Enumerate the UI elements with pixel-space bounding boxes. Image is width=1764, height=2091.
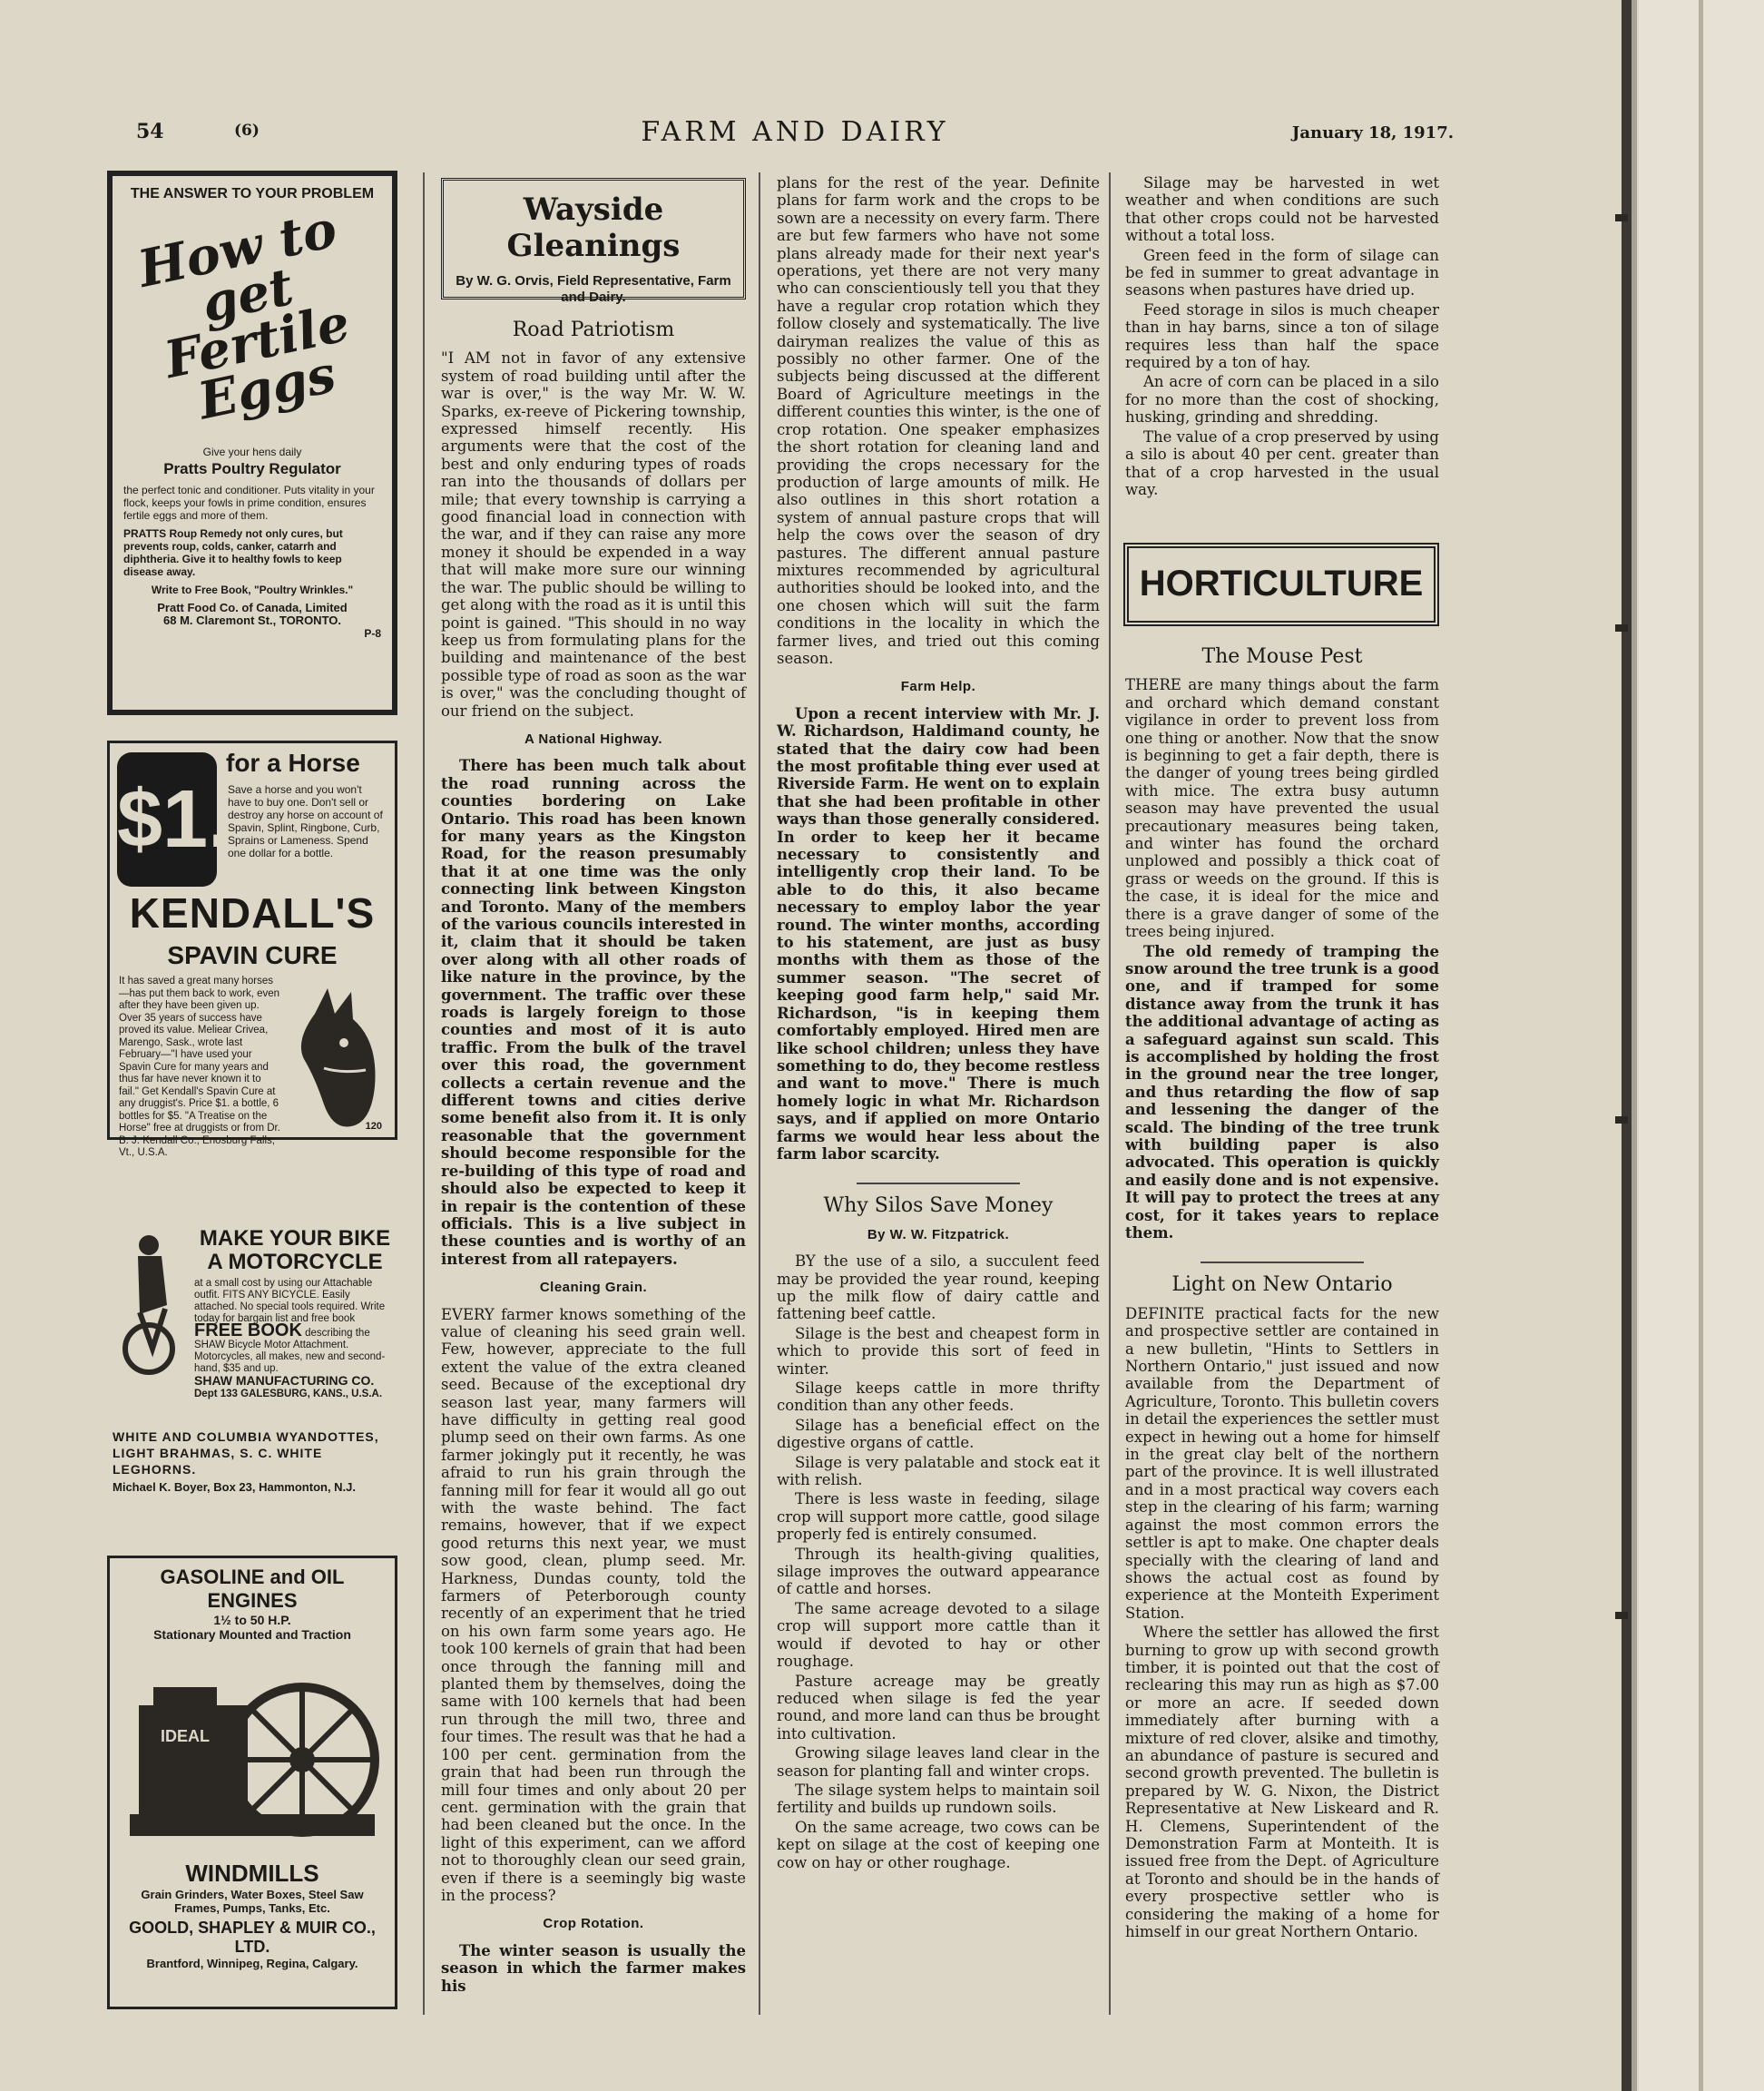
wayside-byline: By W. G. Orvis, Field Representative, Farm and Dairy. xyxy=(456,273,731,305)
shaw-text-block xyxy=(194,1278,394,1400)
goold-types: Stationary Mounted and Traction xyxy=(153,1627,351,1642)
shaw-headline: MAKE YOUR BIKE A MOTORCYCLE xyxy=(199,1226,391,1274)
kendall-ad xyxy=(107,741,397,1158)
next-page-edge xyxy=(1639,0,1764,2091)
goold-cities: Brantford, Winnipeg, Regina, Calgary. xyxy=(146,1957,358,1970)
shaw-text: at a small cost by using our Attachable outfit. FITS ANY BICYCLE. Easily attached. No special tools required. Write today for bargain list and free book xyxy=(194,1278,386,1324)
column-2 xyxy=(441,314,746,1997)
shaw-free-book: FREE BOOK xyxy=(194,1320,302,1340)
motorcycle-rider-illustration xyxy=(113,1232,189,1378)
pratts-write: Write to Free Book, "Poultry Wrinkles." xyxy=(151,584,354,596)
pratts-headline: How to get Fertile Eggs xyxy=(132,199,355,432)
shaw-ad xyxy=(107,1223,397,1399)
column-rule xyxy=(1109,172,1111,2015)
page-sub-number: (6) xyxy=(234,122,260,140)
silos-paragraph: Silage may be harvested in wet weather and when conditions are such that other crops could not be harvested without a total loss. xyxy=(1125,174,1439,245)
shaw-address: Dept 133 GALESBURG, KANS., U.S.A. xyxy=(194,1389,383,1399)
cleaning-grain-text: EVERY farmer knows something of the value of cleaning his seed grain well. Few, however, appreciate to the full extent the value of the extra cleaned seed. Because of the exceptional dry season last year, many farmers will have difficulty in getting real good plump seed on their own farms. As one farmer jokingly put it recently, he was afraid to run his grain through the fanning mill for fear it would all go out with the waste behind. The fact remains, however, that if we expect good returns this next year, we must sow good, clean, plump seed. Mr. Harkness, Dundas county, told the farmers of Peterborough county recently of an experiment that he tried on his own farm some years ago. He took 100 kernels of grain that had been once through the fanning mill and planted them by themselves, doing the same with 100 kernels that had been run through the mill two, three and four times. The result was that he had a 100 per cent. germination from the grain that had been run through the mill four times and only about 20 per cent. germination with the grain that had been cleaned but the once. In the light of this experiment, can we afford not to thoroughly clean our seed grain, even if there is a seemingly big waste in the process? xyxy=(441,1305,746,1904)
masthead-title: FARM AND DAIRY xyxy=(641,116,949,148)
crop-rotation-continued: plans for the rest of the year. Definite plans for farm work and the crops to be sown are a necessity on every farm. There are but few farmers who have not some plans already made for their next year's operations, yet there are not very many who can conscientiously tell you that they have a regular crop rotation which they follow closely and systematically. The live dairyman realizes the value of this as possibly no other farmer. One of the subjects being discussed at the different Board of Agriculture meetings in the different counties this winter, is the one of crop rotation. One speaker emphasizes the short rotation for cleaning land and providing the crops necessary for the production of large amounts of milk. He also outlines in this short rotation a system of annual pasture crops that will help the cows over the season of dry pastures. The different annual pasture mixtures recommended by agricultural authorities should be looked into, and the one chosen which will suit the farm conditions in the locality in which the farmer lives, and tried out this coming season. xyxy=(777,174,1100,667)
kendall-product: SPAVIN CURE xyxy=(167,941,338,969)
column-rule xyxy=(759,172,760,2015)
column-4 xyxy=(1125,174,1439,500)
section-divider xyxy=(857,1183,1020,1184)
wayside-title: Wayside Gleanings xyxy=(506,191,681,264)
pratts-heading: THE ANSWER TO YOUR PROBLEM xyxy=(130,186,375,201)
silos-paragraph: The silage system helps to maintain soil fertility and builds up rundown soils. xyxy=(777,1781,1100,1817)
horticulture-banner: HORTICULTURE xyxy=(1123,543,1439,626)
boyer-contact: Michael K. Boyer, Box 23, Hammonton, N.J. xyxy=(113,1480,357,1494)
column-rule xyxy=(423,172,425,2015)
pratts-give-line: Give your hens daily xyxy=(202,446,302,458)
page-edge-line xyxy=(1699,0,1703,2091)
silos-paragraphs-continued xyxy=(1125,174,1439,498)
silos-paragraph: Feed storage in silos is much cheaper than in hay barns, since a ton of silage requires less than half the space required by a ton of hay. xyxy=(1125,300,1439,372)
kendall-for-horse: for a Horse xyxy=(226,749,360,777)
pratts-roup: PRATTS Roup Remedy not only cures, but prevents roup, colds, canker, catarrh and diphtheria. Give it to healthy fowls to keep disease away. xyxy=(123,527,343,578)
pratts-code: P-8 xyxy=(364,627,381,640)
goold-products: Grain Grinders, Water Boxes, Steel Saw Frames, Pumps, Tanks, Etc. xyxy=(141,1888,364,1915)
page-number: 54 xyxy=(136,120,164,143)
silos-heading: Why Silos Save Money xyxy=(823,1194,1054,1218)
binding-mark xyxy=(1615,624,1628,632)
goold-headline: GASOLINE and OIL ENGINES xyxy=(160,1566,345,1612)
silos-paragraphs xyxy=(777,1252,1100,1871)
road-patriotism-text: "I AM not in favor of any extensive system of road building until after the war is over," is the way Mr. W. W. Sparks, ex-reeve of Pickering township, expressed himself recently. His arguments were that the cost of the best and only enduring types of roads ran into the thousands of dollars per mile; that every township is carrying a good financial load in connection with the war, and if they can raise any more money it should be expended in a way that will make more sure our winning the war. The public should be willing to get along with the road as it is until this point is gained. "This should in no way keep us from formulating plans for the building and maintenance of the best possible type of road as soon as the war is over," was the concluding thought of our friend on the subject. xyxy=(441,349,746,720)
binding-mark xyxy=(1615,1612,1628,1619)
crop-rotation-heading: Crop Rotation. xyxy=(543,1916,644,1932)
column-3 xyxy=(777,174,1100,1873)
farm-help-text: Upon a recent interview with Mr. J. W. Richardson, Haldimand county, he stated that the dairy cow had been the most profitable thing ever used at Riverside Farm. He went on to explain that she had been profitable in other ways than those generally considered. In order to keep her it became necessary to consistently and intelligently crop their land. To be able to do this, it also became necessary to employ labor the year round. The winter months, according to his statement, are just as busy months with them as those of the summer season. "The secret of keeping good farm help," said Mr. Richardson, "is in keeping them comfortably employed. Hired men are like school children; unless they have something to do, they become restless and want to move." There is much homely logic in what Mr. Richardson says, and if applied on more Ontario farms we would hear less about the farm labor scarcity. xyxy=(777,704,1100,1163)
section-divider xyxy=(1200,1261,1364,1263)
pratts-address: 68 M. Claremont St., TORONTO. xyxy=(163,614,341,627)
silos-paragraph: An acre of corn can be placed in a silo for no more than the cost of shocking, husking, grinding and shredding. xyxy=(1125,373,1439,427)
new-ontario-text-1: DEFINITE practical facts for the new and prospective settler are contained in a new bulletin, "Hints to Settlers in Northern Ontario," just issued and now available from the Department of Agriculture, Toronto. This bulletin covers in detail the experiences the settler must expect in hewing out a home for himself in the great clay belt of the northern part of the province. It is well illustrated and in a most practical way covers each step in the clearing of his farm; warning against the most common errors the settler is apt to make. One chapter deals specially with the clearing of land and shows the actual cost as found by experience at the Monteith Experiment Station. xyxy=(1125,1304,1439,1622)
silos-paragraph: Pasture acreage may be greatly reduced when silage is fed the year round, and more land can thus be brought into cultivation. xyxy=(777,1672,1100,1742)
silos-paragraph: Growing silage leaves land clear in the season for planting fall and winter crops. xyxy=(777,1744,1100,1780)
pratts-ad xyxy=(107,171,397,715)
new-ontario-text-2: Where the settler has allowed the first burning to grow up with second growth timber, it is pointed out that the cost of reclearing this may run as high as $7.00 or more an acre. If seeded down immediately after burning with a mixture of red clover, alsike and timothy, an abundance of pasture is secured and second growth prevented. The bulletin is prepared by W. G. Nixon, the District Representative at New Liskeard and R. H. Clemens, Superintendent of the Demonstration Farm at Monteith. It is issued free from the Dept. of Agriculture at Toronto and should be in the hands of every prospective settler who is considering the making of a home for himself in our great Northern Ontario. xyxy=(1125,1624,1439,1941)
wayside-gleanings-box xyxy=(441,178,746,305)
silos-paragraph: Green feed in the form of silage can be fed in summer to great advantage in seasons when pastures have dried up. xyxy=(1125,246,1439,299)
silos-paragraph: There is less waste in feeding, silage crop will support more cattle, good silage properly fed is entirely consumed. xyxy=(777,1490,1100,1544)
silos-paragraph: Silage is the best and cheapest form in which to provide this sort of feed in winter. xyxy=(777,1324,1100,1378)
silos-paragraph: The value of a crop preserved by using a silo is about 40 per cent. greater than that of a crop harvested in the usual way. xyxy=(1125,427,1439,498)
national-highway-text: There has been much talk about the road running across the counties bordering on Lake Ontario. This road has been known for many years as the Kingston Road, for the reason presumably that it at one time was the only connecting link between Kingston and Toronto. Many of the members of the various councils interested in it, claim that it should be taken over along with all other roads of like nature in the province, by the government. The traffic over these roads is largely foreign to those counties and most of it is auto traffic. From the bulk of the travel over this road, the government collects a certain revenue and the different towns and cities derive some benefit also from it. It is only reasonable that the government should become responsible for the re-building of this type of road and should also be expected to keep it in repair is the contention of these officials. This is a live subject in these counties and is worthy of an interest from all ratepayers. xyxy=(441,757,746,1268)
goold-company: GOOLD, SHAPLEY & MUIR CO., LTD. xyxy=(129,1919,376,1956)
silos-paragraph: The same acreage devoted to a silage crop will support more cattle than it would if devoted to hay or other roughage. xyxy=(777,1599,1100,1671)
engine-illustration xyxy=(121,1651,384,1850)
kendall-dollar: $1. xyxy=(117,752,217,887)
road-patriotism-heading: Road Patriotism xyxy=(512,319,675,341)
mouse-pest-text-1: THERE are many things about the farm and orchard which demand constant vigilance in order to prevent loss from one thing or another. Now that the snow is beginning to get a fair depth, there is the danger of young trees being girdled with mice. The extra busy autumn season may have prevented the usual precautionary measures being taken, and winter has found the orchard unplowed and possibly a thick coat of grass or weeds on the ground. If this is the case, it is ideal for the mice and there is a grave danger of some of the trees being injured. xyxy=(1125,676,1439,941)
kendall-code: 120 xyxy=(365,1121,382,1132)
goold-windmills: WINDMILLS xyxy=(185,1860,319,1887)
boyer-ad xyxy=(107,1425,397,1517)
cleaning-grain-heading: Cleaning Grain. xyxy=(539,1280,648,1296)
kendall-body: It has saved a great many horses—has put them back to work, even after they have been given up. Over 35 years of success have proved its value. Meliear Crivea, Marengo, Sask., wrote last February—"I have used your Spavin Cure for many years and thus far have never known it to fail." Get Kendall's Spavin Cure at any druggist's. Price $1. a bottle, 6 bottles for $5. "A Treatise on the Horse" free at druggists or from Dr. B. J. Kendall Co., Enosburg Falls, Vt., U.S.A. xyxy=(119,976,280,1158)
silos-byline: By W. W. Fitzpatrick. xyxy=(867,1226,1010,1242)
silos-paragraph: On the same acreage, two cows can be kept on silage at the cost of keeping one cow on hay or other roughage. xyxy=(777,1818,1100,1871)
pratts-product: Pratts Poultry Regulator xyxy=(163,460,341,477)
silos-paragraph: Silage keeps cattle in more thrifty condition than any other feeds. xyxy=(777,1379,1100,1415)
mouse-pest-text-2: The old remedy of tramping the snow around the tree trunk is a good one, and if tramped for some distance away from the trunk it has the additional advantage of acting as a safeguard against sun scald. This is accomplished by holding the frost in the ground near the tree longer, and thus retarding the flow of sap and lessening the danger of the scald. The binding of the tree trunk with building paper is also advocated. This operation is quickly and easily done and is not expensive. It will pay to protect the trees at any cost, for it takes years to replace them. xyxy=(1125,942,1439,1242)
silos-paragraph: Silage is very palatable and stock eat it with relish. xyxy=(777,1453,1100,1489)
farm-help-heading: Farm Help. xyxy=(900,679,976,695)
horse-head-illustration xyxy=(288,987,387,1132)
new-ontario-heading: Light on New Ontario xyxy=(1171,1273,1393,1297)
silos-paragraph: Silage has a beneficial effect on the digestive organs of cattle. xyxy=(777,1416,1100,1452)
boyer-text: WHITE AND COLUMBIA WYANDOTTES, LIGHT BRAHMAS, S. C. WHITE LEGHORNS. xyxy=(113,1429,379,1477)
goold-hp: 1½ to 50 H.P. xyxy=(213,1613,291,1627)
pratts-company: Pratt Food Co. of Canada, Limited xyxy=(157,601,348,614)
engine-brand-label: IDEAL xyxy=(161,1727,210,1745)
mouse-pest-heading: The Mouse Pest xyxy=(1201,645,1363,668)
crop-rotation-text: The winter season is usually the season in which the farmer makes his xyxy=(441,1941,746,1995)
silos-paragraph: Through its health-giving qualities, silage improves the outward appearance of cattle and horses. xyxy=(777,1545,1100,1598)
kendall-brand: KENDALL'S xyxy=(129,889,376,937)
national-highway-heading: A National Highway. xyxy=(524,731,662,747)
binding-mark xyxy=(1615,1116,1628,1124)
goold-ad xyxy=(107,1556,397,2009)
shaw-company: SHAW MANUFACTURING CO. xyxy=(194,1373,375,1388)
kendall-save-text: Save a horse and you won't have to buy one. Don't sell or destroy any horse on account of Spavin, Splint, Ringbone, Curb, Sprains or Lameness. Spend one dollar for a bottle. xyxy=(228,783,383,859)
page-header xyxy=(136,116,1454,152)
binding-mark xyxy=(1615,214,1628,221)
column-4-lower xyxy=(1125,641,1439,1942)
page-gutter-edge xyxy=(1632,0,1637,2091)
issue-date: January 18, 1917. xyxy=(1291,123,1454,142)
pratts-text: the perfect tonic and conditioner. Puts vitality in your flock, keeps your fowls in prime condition, ensures fertile eggs and more of them. xyxy=(123,484,375,522)
silos-paragraph: BY the use of a silo, a succulent feed may be provided the year round, keeping up the milk flow of dairy cattle and fattening beef cattle. xyxy=(777,1252,1100,1323)
shaw-desc: describing the SHAW Bicycle Motor Attachment. Motorcycles, all makes, new and second-hand, $35 and up. xyxy=(194,1328,386,1374)
